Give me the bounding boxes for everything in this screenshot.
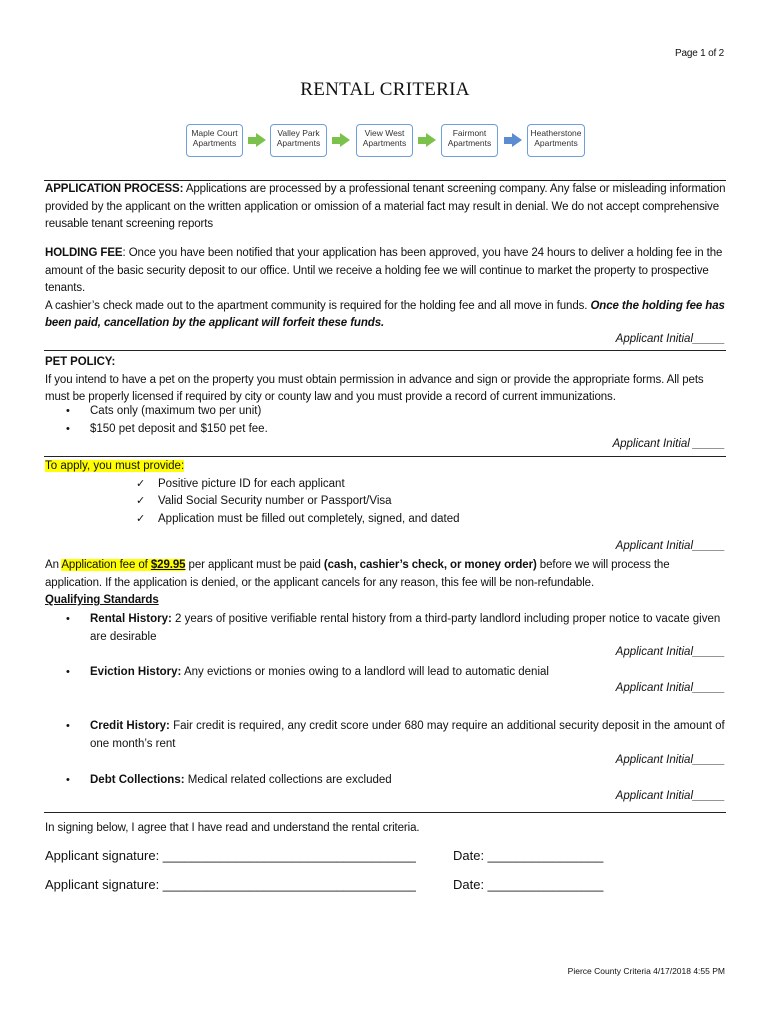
page-number: Page 1 of 2 xyxy=(675,48,724,59)
bullet-icon: • xyxy=(66,720,70,732)
applicant-signature-field-1[interactable]: Applicant signature: ___________________________________ xyxy=(45,848,416,863)
holding-fee-paragraph xyxy=(45,245,727,333)
holding-fee-warning: Once the holding fee has been paid, cancellation by the applicant will forfeit these funds. xyxy=(45,299,725,329)
holding-fee-label: HOLDING FEE xyxy=(45,247,123,259)
rental-history-item xyxy=(90,611,727,646)
application-process-text: Applications are processed by a professional tenant screening company. Any false or misleading information provided by the applicant on the written application or omission of a material fact may result in denial. We do not accept comprehensive reusable tenant screening reports xyxy=(45,183,726,230)
fee-prefix: An xyxy=(45,559,62,571)
rental-history-text: 2 years of positive verifiable rental history from a third-party landlord including proper notice to vacate given are desirable xyxy=(90,613,721,643)
checkmark-icon: ✓ xyxy=(136,513,146,525)
bullet-icon: • xyxy=(66,774,70,786)
property-name: Heatherstone xyxy=(530,128,582,138)
apply-requirements-text: To apply, you must provide: xyxy=(45,460,185,472)
property-type: Apartments xyxy=(534,138,578,148)
applicant-initial-holding: Applicant Initial_____ xyxy=(615,333,725,345)
section-divider xyxy=(44,350,726,351)
apply-item: Positive picture ID for each applicant xyxy=(158,478,345,490)
date-field-1[interactable]: Date: ________________ xyxy=(453,848,604,863)
debt-collections-item xyxy=(90,772,727,790)
property-name: View West xyxy=(364,128,405,138)
property-type: Apartments xyxy=(362,138,407,148)
applicant-initial-pet: Applicant Initial _____ xyxy=(612,438,725,450)
eviction-history-text: Any evictions or monies owing to a landlord will lead to automatic denial xyxy=(181,666,549,678)
signing-statement: In signing below, I agree that I have read and understand the rental criteria. xyxy=(45,822,420,834)
bullet-icon: • xyxy=(66,423,70,435)
applicant-initial-apply: Applicant Initial_____ xyxy=(615,540,725,552)
property-name: Valley Park xyxy=(277,128,320,138)
pet-policy-paragraph xyxy=(45,354,727,407)
holding-fee-text: : Once you have been notified that your application has been approved, you have 24 hours to deliver a holding fee in the amount of the basic security deposit to our office. Until we receive a holding fee we will continue to market the property to prospective tenants. xyxy=(45,247,723,294)
qualifying-standards-text: Qualifying Standards xyxy=(45,594,159,606)
apply-item: Application must be filled out completely, signed, and dated xyxy=(158,513,460,525)
debt-collections-text: Medical related collections are excluded xyxy=(184,774,392,786)
fee-payment-methods: (cash, cashier’s check, or money order) xyxy=(323,559,537,571)
property-name: Maple Court xyxy=(191,128,238,138)
applicant-initial-eviction: Applicant Initial_____ xyxy=(615,682,725,694)
property-type: Apartments xyxy=(192,138,237,148)
rental-history-label: Rental History: xyxy=(90,613,172,625)
property-type: Apartments xyxy=(447,138,492,148)
property-box-valley-park xyxy=(270,124,327,157)
property-type: Apartments xyxy=(276,138,321,148)
bullet-icon: • xyxy=(66,405,70,417)
date-field-2[interactable]: Date: ________________ xyxy=(453,877,604,892)
section-divider xyxy=(44,456,726,457)
apply-item: Valid Social Security number or Passport/Visa xyxy=(158,495,392,507)
applicant-signature-field-2[interactable]: Applicant signature: ___________________________________ xyxy=(45,877,416,892)
page-title: RENTAL CRITERIA xyxy=(300,79,470,100)
pet-policy-text: If you intend to have a pet on the property you must obtain permission in advance and sign or provide the appropriate forms. All pets must be properly licensed if required by city or county law and you must provide a record of current immunizations. xyxy=(45,373,704,403)
fee-highlight xyxy=(61,559,185,571)
application-process-paragraph xyxy=(45,181,727,234)
bullet-icon: • xyxy=(66,613,70,625)
credit-history-item xyxy=(90,718,727,753)
footer-text: Pierce County Criteria 4/17/2018 4:55 PM xyxy=(567,966,725,976)
applicant-initial-credit: Applicant Initial_____ xyxy=(615,754,725,766)
application-fee-paragraph xyxy=(45,557,727,592)
debt-collections-label: Debt Collections: xyxy=(90,774,185,786)
credit-history-label: Credit History: xyxy=(90,720,170,732)
fee-suffix: before we will process the application. If the application is denied, or the applicant cancels for any reason, this fee will be non-refundable. xyxy=(45,559,670,589)
property-box-view-west xyxy=(356,124,413,157)
section-divider xyxy=(44,812,726,813)
checkmark-icon: ✓ xyxy=(136,495,146,507)
application-process-label: APPLICATION PROCESS: xyxy=(45,183,184,195)
holding-fee-text-2: A cashier’s check made out to the apartment community is required for the holding fee and all move in funds. xyxy=(45,299,591,312)
bullet-icon: • xyxy=(66,666,70,678)
qualifying-standards-title xyxy=(45,592,727,610)
eviction-history-item xyxy=(90,664,727,682)
applicant-initial-debt: Applicant Initial_____ xyxy=(615,790,725,802)
pet-policy-label: PET POLICY: xyxy=(45,356,116,368)
property-box-maple-court xyxy=(186,124,243,157)
checkmark-icon: ✓ xyxy=(136,478,146,490)
eviction-history-label: Eviction History: xyxy=(90,666,182,678)
fee-amount: $29.95 xyxy=(150,559,186,571)
property-box-heatherstone xyxy=(527,124,585,157)
applicant-initial-rental: Applicant Initial_____ xyxy=(615,646,725,658)
pet-item: Cats only (maximum two per unit) xyxy=(90,405,262,417)
property-name: Fairmont xyxy=(452,128,487,138)
pet-item: $150 pet deposit and $150 pet fee. xyxy=(90,423,268,435)
apply-requirements-label xyxy=(45,458,184,476)
property-box-fairmont xyxy=(441,124,498,157)
credit-history-text: Fair credit is required, any credit score under 680 may require an additional security deposit in the amount of one month’s rent xyxy=(90,720,725,750)
fee-middle: per applicant must be paid xyxy=(185,559,324,571)
fee-highlight-text: Application fee of xyxy=(61,559,151,571)
